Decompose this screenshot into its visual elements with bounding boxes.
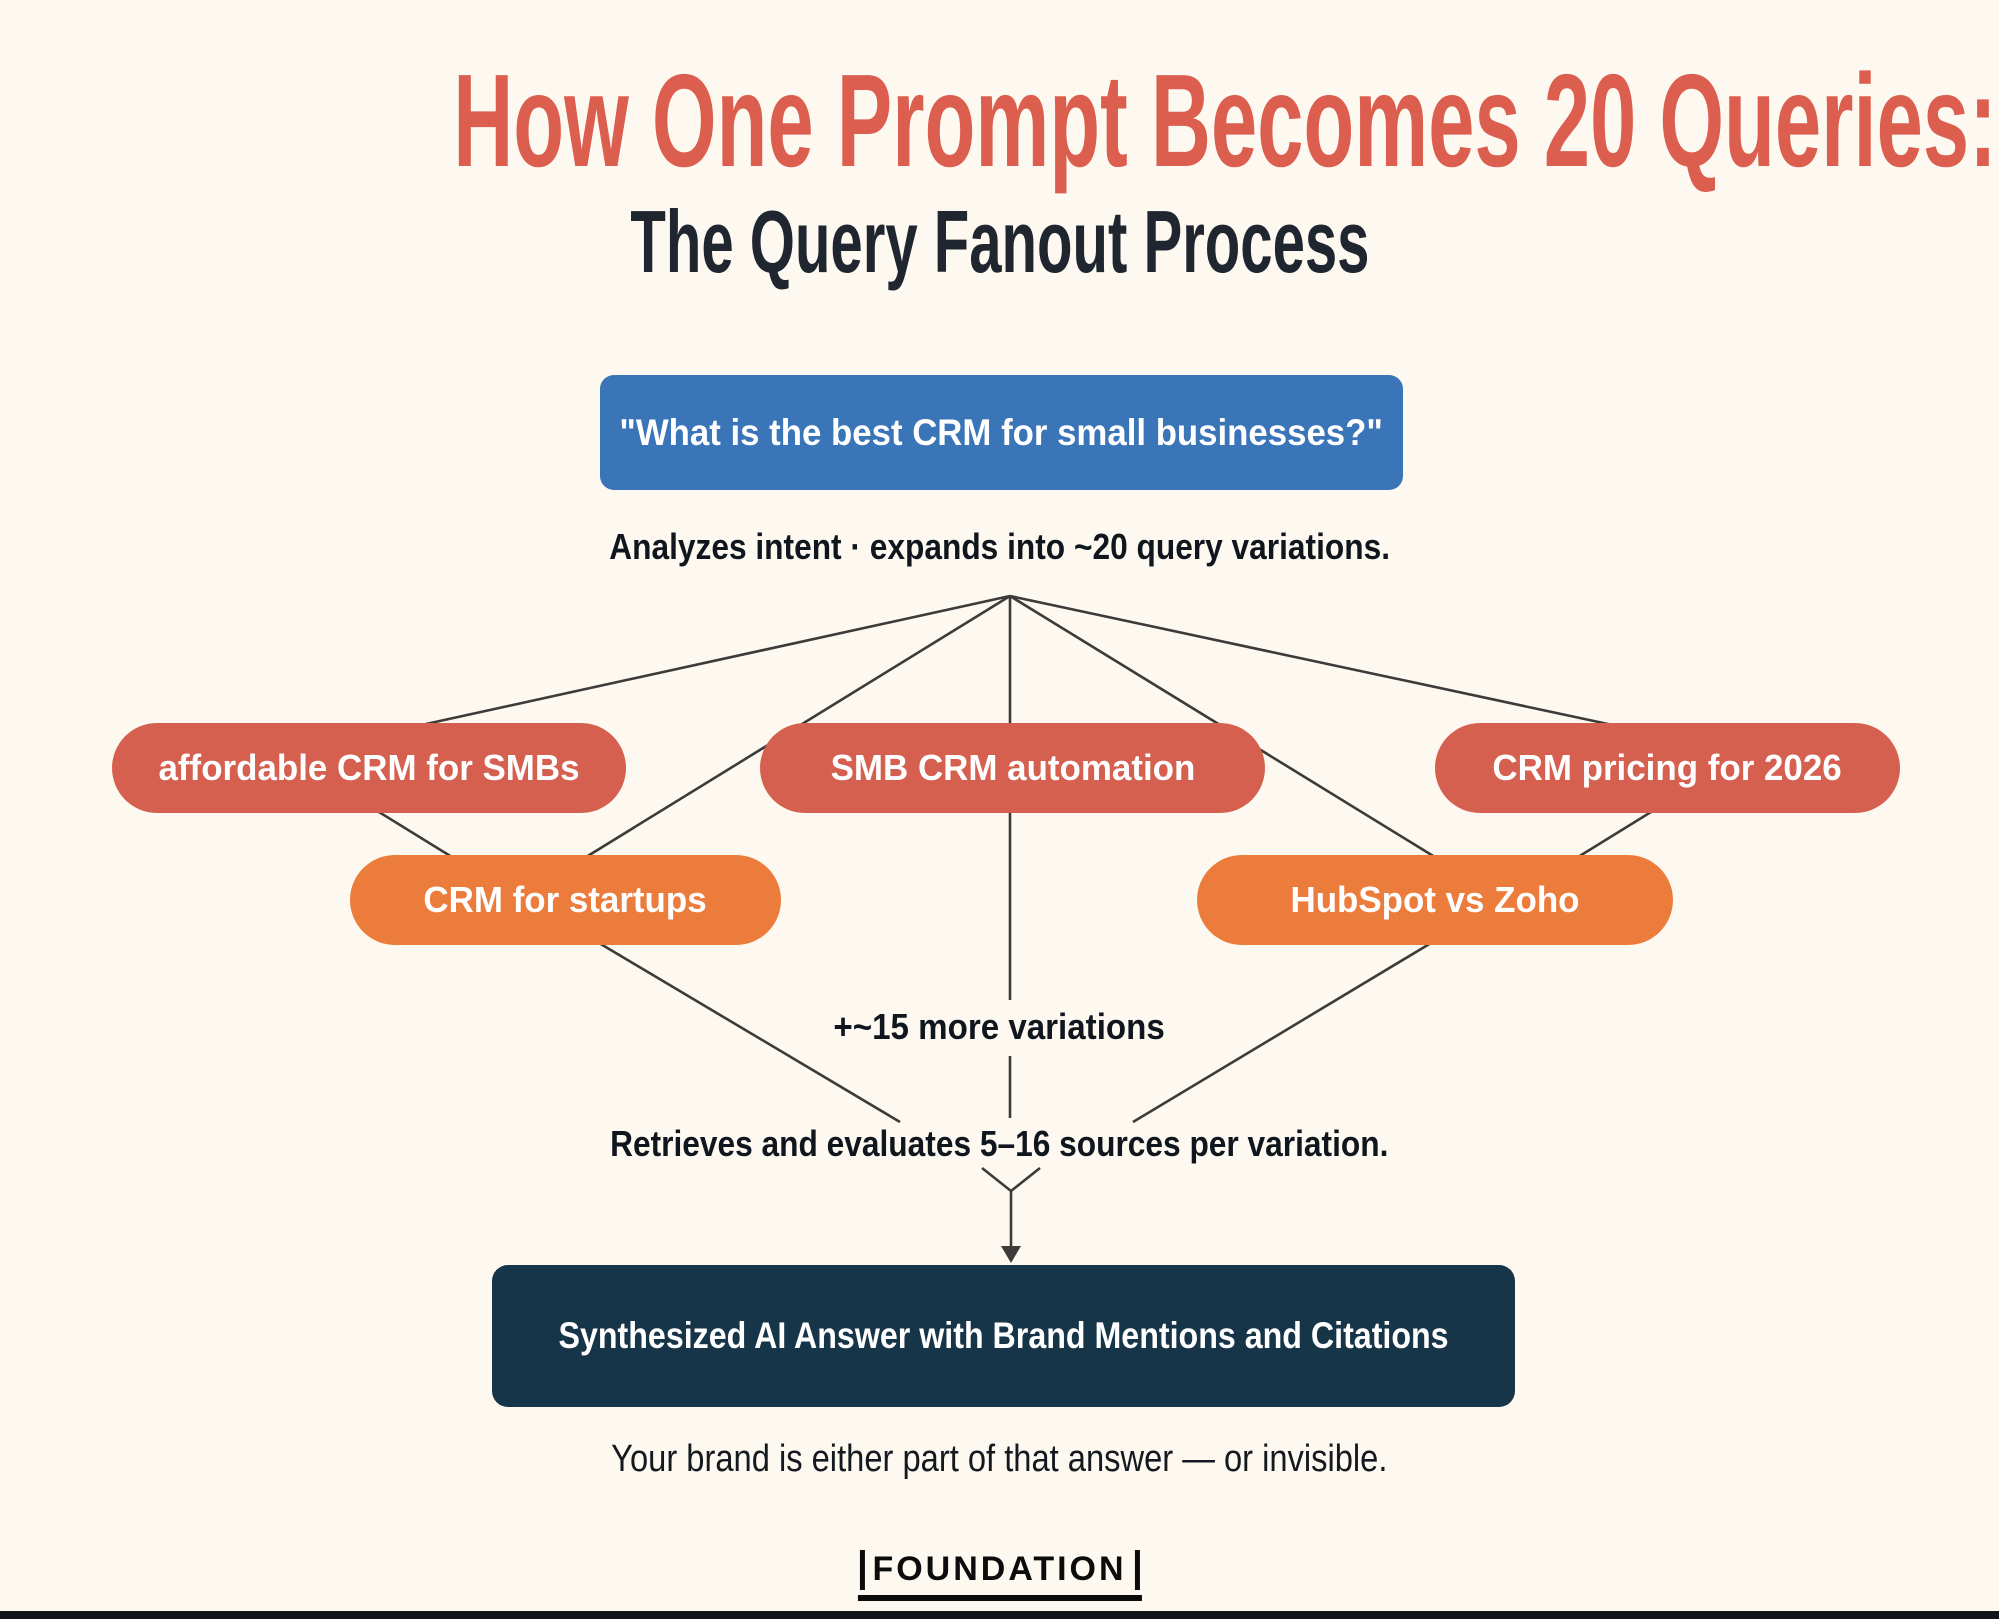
prompt-box	[600, 375, 1403, 490]
logo-right-bar-icon	[1135, 1550, 1140, 1590]
query-pill-label: CRM for startups	[423, 879, 708, 920]
more-variations-caption	[0, 1007, 1999, 1047]
query-pill-label: CRM pricing for 2026	[1492, 747, 1843, 788]
page-title	[0, 47, 1999, 194]
closing-statement	[0, 1438, 1999, 1480]
query-pill-affordable-crm	[112, 723, 626, 813]
line-apex-to-query1	[385, 596, 1010, 733]
more-variations-text: +~15 more variations	[833, 1006, 1166, 1047]
logo-left-bar-icon	[859, 1550, 864, 1590]
page-subtitle-text: The Query Fanout Process	[629, 192, 1370, 291]
query-pill-hubspot-zoho	[1197, 855, 1673, 945]
bottom-border-strip	[0, 1611, 1999, 1619]
logo-wordmark: FOUNDATION	[872, 1550, 1127, 1588]
page-subtitle	[0, 192, 1999, 291]
query-pill-label: SMB CRM automation	[830, 747, 1195, 788]
analyze-caption-text: Analyzes intent · expands into ~20 query variations.	[609, 526, 1390, 567]
analyze-caption	[0, 527, 1999, 567]
foundation-logo	[857, 1550, 1141, 1601]
query-pill-label: affordable CRM for SMBs	[158, 747, 580, 788]
query-pill-crm-startups	[350, 855, 781, 945]
retrieve-caption	[0, 1124, 1999, 1164]
arrowhead-icon	[1001, 1246, 1021, 1263]
query-pill-smb-automation	[760, 723, 1265, 813]
merge-chevron-left	[982, 1168, 1011, 1191]
query-pill-label: HubSpot vs Zoho	[1290, 879, 1580, 920]
closing-statement-text: Your brand is either part of that answer — or invisible.	[611, 1438, 1388, 1480]
answer-text: Synthesized AI Answer with Brand Mentions and Citations	[558, 1315, 1449, 1356]
merge-chevron-right	[1011, 1168, 1040, 1191]
page-title-text: How One Prompt Becomes 20 Queries:	[453, 47, 1997, 194]
query-pill-crm-pricing	[1435, 723, 1900, 813]
prompt-text: "What is the best CRM for small businesses?"	[619, 411, 1384, 453]
line-apex-to-query3	[1010, 596, 1650, 733]
answer-box	[492, 1265, 1515, 1407]
retrieve-caption-text: Retrieves and evaluates 5–16 sources per variation.	[610, 1123, 1389, 1164]
